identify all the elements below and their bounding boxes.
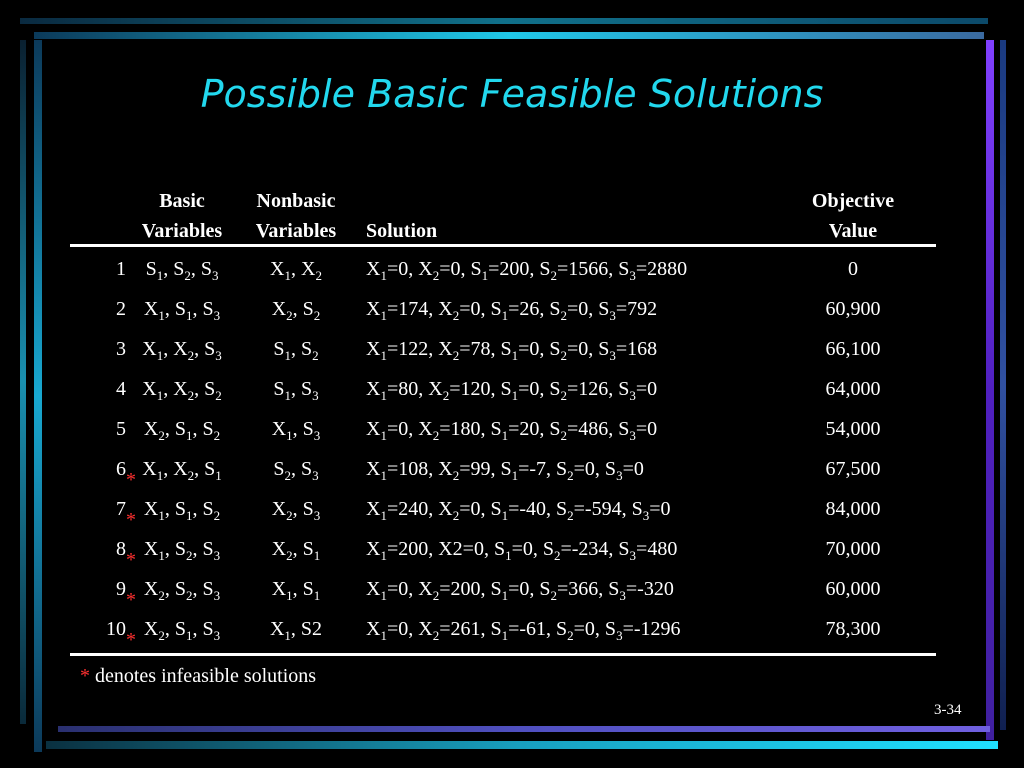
table-body xyxy=(70,247,936,651)
row-number: 9 * xyxy=(116,578,136,611)
table-header xyxy=(70,186,936,244)
row-number: 7 * xyxy=(116,498,136,531)
table-row xyxy=(70,407,936,447)
solution-cell: $X_1=200$, X2=0, $S_1=0$, $S_2=-234$, $S_3=480$ xyxy=(366,538,678,563)
objective-value-cell: 0 xyxy=(848,258,858,280)
solution-cell: $X_1=0$, $X_2=180$, $S_1=20$, $S_2=486$, $S_3=0$ xyxy=(366,418,658,443)
solutions-table xyxy=(70,186,936,656)
basic-variables-cell: $X_1$, $X_2$, $S_3$ xyxy=(142,338,222,363)
table-row xyxy=(70,487,936,531)
nonbasic-variables-cell: $X_2$, $S_2$ xyxy=(271,298,321,323)
footnote xyxy=(80,665,316,688)
nonbasic-variables-cell: $S_1$, $S_2$ xyxy=(273,338,319,363)
basic-variables-cell: $S_1$, $S_2$, $S_3$ xyxy=(145,258,219,283)
basic-variables-cell: $X_1$, $S_1$, $S_3$ xyxy=(143,298,221,323)
decor-bar-bottom-inner xyxy=(58,726,990,732)
decor-bar-bottom-outer xyxy=(46,741,998,749)
solution-cell: $X_1=174$, $X_2=0$, $S_1=26$, $S_2=0$, $S_3=792$ xyxy=(366,298,658,323)
nonbasic-variables-cell: $X_1$, $S_3$ xyxy=(271,418,321,443)
header-nonbasic-line1: Nonbasic xyxy=(256,190,336,212)
objective-value-cell: 60,900 xyxy=(825,298,881,320)
table-row xyxy=(70,327,936,367)
infeasible-star: * xyxy=(126,549,136,571)
decor-bar-top-outer xyxy=(20,18,988,24)
decor-bar-left-inner xyxy=(34,40,42,752)
table-row xyxy=(70,367,936,407)
solution-cell: $X_1=0$, $X_2=200$, $S_1=0$, $S_2=366$, $S_3=-320$ xyxy=(366,578,674,603)
table-row xyxy=(70,287,936,327)
table-row xyxy=(70,447,936,491)
nonbasic-variables-cell: $S_1$, $S_3$ xyxy=(273,378,319,403)
header-basic-line1: Basic xyxy=(159,190,205,212)
header-basic-line2: Variables xyxy=(141,220,223,242)
header-nonbasic-line2: Variables xyxy=(255,220,337,242)
row-number: 2 xyxy=(116,298,126,320)
objective-value-cell: 84,000 xyxy=(825,498,881,520)
decor-bar-left-outer xyxy=(20,40,26,724)
solution-cell: $X_1=0$, $X_2=0$, $S_1=200$, $S_2=1566$, $S_3=2880$ xyxy=(366,258,688,283)
footnote-text: denotes infeasible solutions xyxy=(90,665,317,687)
row-number: 5 xyxy=(116,418,126,440)
objective-value-cell: 60,000 xyxy=(825,578,881,600)
nonbasic-variables-cell: $X_1$, S2 xyxy=(269,618,323,643)
row-number: 10 * xyxy=(106,618,136,651)
solution-cell: $X_1=0$, $X_2=261$, $S_1=-61$, $S_2=0$, $S_3=-1296$ xyxy=(366,618,681,643)
infeasible-star: * xyxy=(126,629,136,651)
basic-variables-cell: $X_1$, $X_2$, $S_2$ xyxy=(142,378,222,403)
header-objective-line2: Value xyxy=(828,220,878,242)
objective-value-cell: 78,300 xyxy=(825,618,881,640)
decor-bar-right-inner xyxy=(986,40,994,740)
basic-variables-cell: $X_1$, $S_1$, $S_2$ xyxy=(143,498,221,523)
header-solution: Solution xyxy=(366,220,438,242)
decor-bar-right-outer xyxy=(1000,40,1006,730)
row-number: 1 xyxy=(116,258,126,280)
footnote-star: * xyxy=(80,665,90,687)
table-row xyxy=(70,247,936,287)
decor-bar-top-inner xyxy=(34,32,984,39)
table-row xyxy=(70,607,936,651)
solution-cell: $X_1=122$, $X_2=78$, $S_1=0$, $S_2=0$, $S_3=168$ xyxy=(366,338,658,363)
nonbasic-variables-cell: $X_2$, $S_3$ xyxy=(271,498,321,523)
row-number: 3 xyxy=(116,338,126,360)
objective-value-cell: 54,000 xyxy=(825,418,881,440)
solution-cell: $X_1=80$, $X_2=120$, $S_1=0$, $S_2=126$, $S_3=0$ xyxy=(366,378,658,403)
basic-variables-cell: $X_2$, $S_1$, $S_2$ xyxy=(143,418,221,443)
basic-variables-cell: $X_1$, $S_2$, $S_3$ xyxy=(143,538,221,563)
row-number: 4 xyxy=(116,378,126,400)
page-number: 3-34 xyxy=(934,702,962,718)
footer-rule xyxy=(70,653,936,656)
objective-value-cell: 66,100 xyxy=(825,338,881,360)
infeasible-star: * xyxy=(126,469,136,491)
table-row xyxy=(70,567,936,611)
infeasible-star: * xyxy=(126,589,136,611)
objective-value-cell: 67,500 xyxy=(825,458,881,480)
basic-variables-cell: $X_2$, $S_2$, $S_3$ xyxy=(143,578,221,603)
solution-cell: $X_1=240$, $X_2=0$, $S_1=-40$, $S_2=-594$, $S_3=0$ xyxy=(366,498,671,523)
basic-variables-cell: $X_2$, $S_1$, $S_3$ xyxy=(143,618,221,643)
nonbasic-variables-cell: $X_1$, $X_2$ xyxy=(270,258,322,283)
nonbasic-variables-cell: $X_1$, $S_1$ xyxy=(271,578,321,603)
row-number: 8 * xyxy=(116,538,136,571)
row-number: 6 * xyxy=(116,458,136,491)
infeasible-star: * xyxy=(126,509,136,531)
objective-value-cell: 64,000 xyxy=(825,378,881,400)
table-row xyxy=(70,527,936,571)
header-objective-line1: Objective xyxy=(811,190,895,212)
slide-title: Possible Basic Feasible Solutions xyxy=(200,72,824,116)
objective-value-cell: 70,000 xyxy=(825,538,881,560)
solution-cell: $X_1=108$, $X_2=99$, $S_1=-7$, $S_2=0$, $S_3=0$ xyxy=(366,458,644,483)
nonbasic-variables-cell: $S_2$, $S_3$ xyxy=(273,458,319,483)
basic-variables-cell: $X_1$, $X_2$, $S_1$ xyxy=(142,458,222,483)
nonbasic-variables-cell: $X_2$, $S_1$ xyxy=(271,538,321,563)
